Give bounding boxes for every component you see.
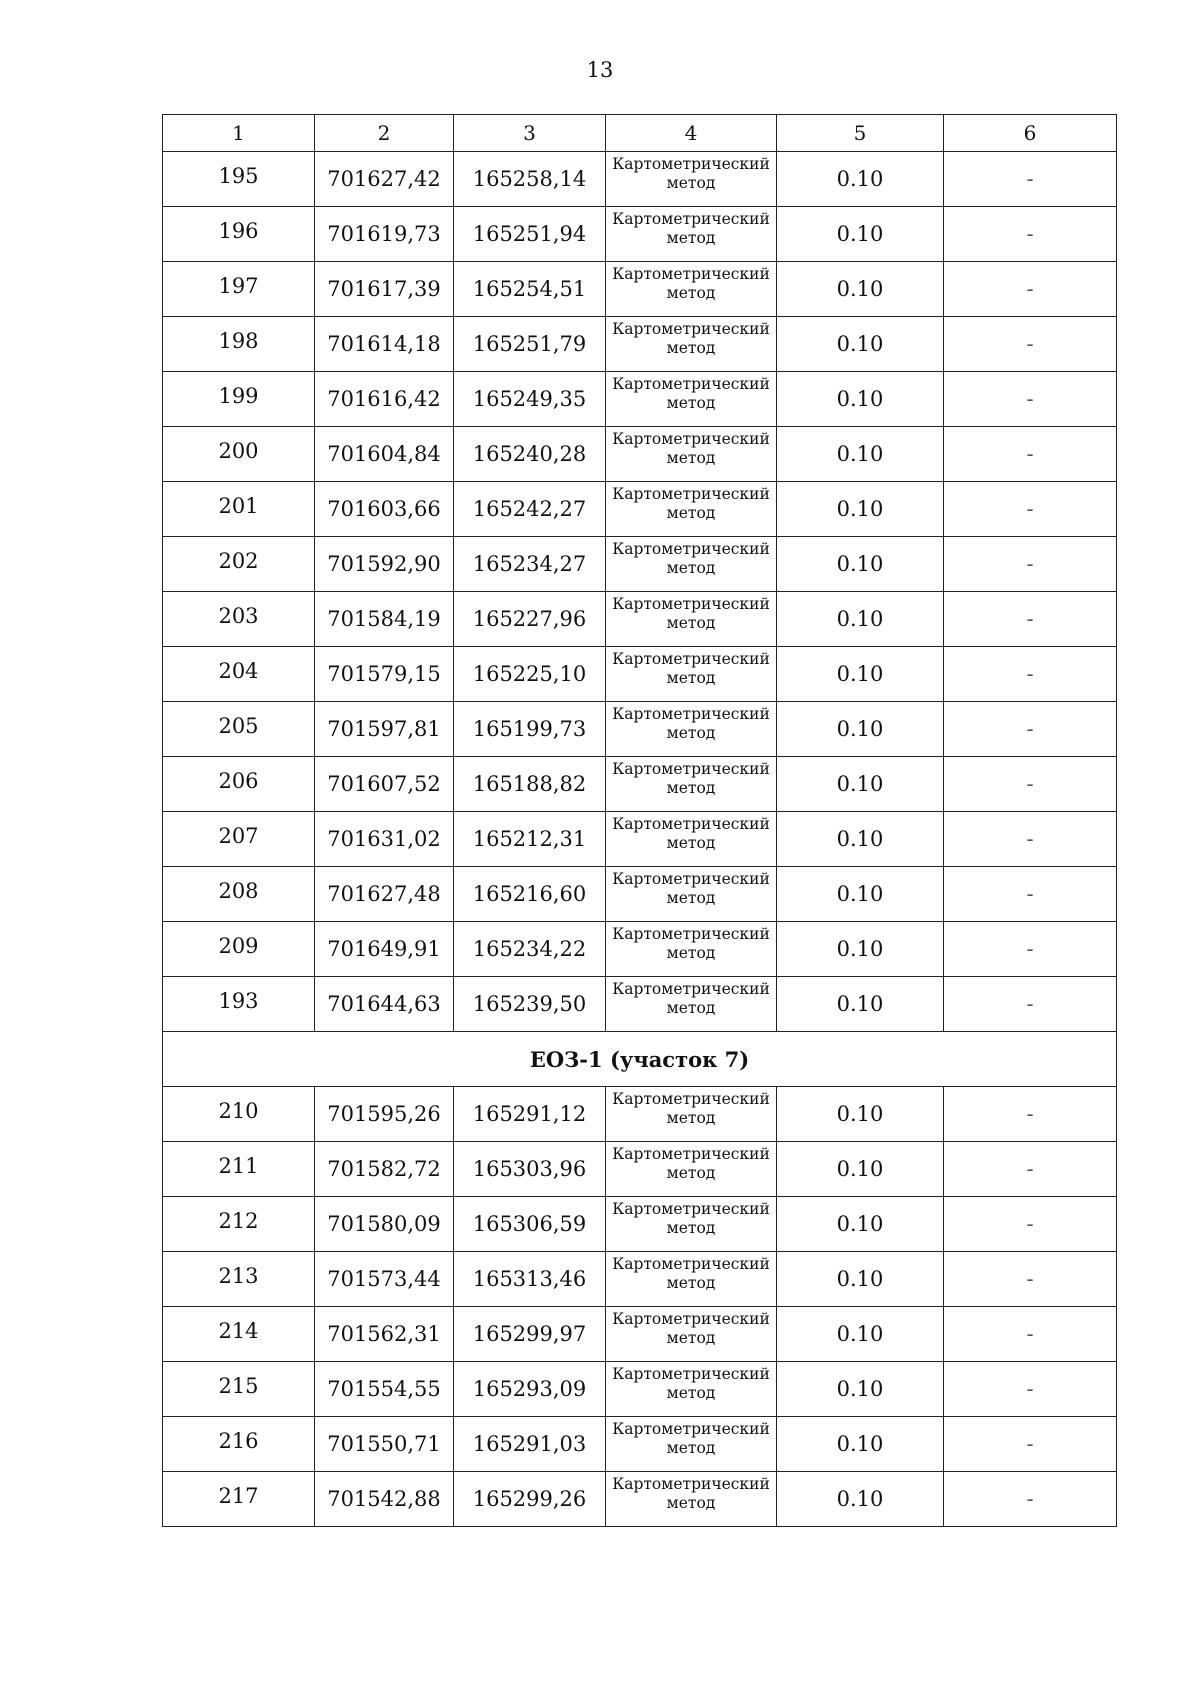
accuracy-cell: 0.10 <box>777 867 944 922</box>
point-number-cell: 199 <box>163 372 315 427</box>
method-line: метод <box>666 559 716 577</box>
method-line: метод <box>666 504 716 522</box>
method-cell <box>606 207 777 262</box>
method-line: Картометрический <box>612 155 770 173</box>
x-coordinate-cell: 701542,88 <box>315 1472 454 1527</box>
note-cell: - <box>944 482 1117 537</box>
table-row <box>163 922 1117 977</box>
accuracy-cell: 0.10 <box>777 1252 944 1307</box>
note-cell: - <box>944 922 1117 977</box>
x-coordinate-cell: 701617,39 <box>315 262 454 317</box>
point-number-cell: 196 <box>163 207 315 262</box>
method-cell <box>606 1417 777 1472</box>
method-line: метод <box>666 1329 716 1347</box>
point-number-cell: 209 <box>163 922 315 977</box>
x-coordinate-cell: 701644,63 <box>315 977 454 1032</box>
point-number-cell: 208 <box>163 867 315 922</box>
method-line: метод <box>666 174 716 192</box>
method-cell <box>606 592 777 647</box>
accuracy-cell: 0.10 <box>777 372 944 427</box>
y-coordinate-cell: 165291,12 <box>454 1087 606 1142</box>
note-cell: - <box>944 1197 1117 1252</box>
note-cell: - <box>944 702 1117 757</box>
x-coordinate-cell: 701614,18 <box>315 317 454 372</box>
method-line: Картометрический <box>612 265 770 283</box>
x-coordinate-cell: 701595,26 <box>315 1087 454 1142</box>
note-cell: - <box>944 757 1117 812</box>
method-line: Картометрический <box>612 540 770 558</box>
accuracy-cell: 0.10 <box>777 152 944 207</box>
table-row <box>163 592 1117 647</box>
note-cell: - <box>944 647 1117 702</box>
x-coordinate-cell: 701649,91 <box>315 922 454 977</box>
method-cell <box>606 647 777 702</box>
x-coordinate-cell: 701584,19 <box>315 592 454 647</box>
method-cell <box>606 262 777 317</box>
table-row <box>163 152 1117 207</box>
method-line: метод <box>666 339 716 357</box>
method-cell <box>606 372 777 427</box>
method-cell <box>606 317 777 372</box>
method-line: Картометрический <box>612 485 770 503</box>
y-coordinate-cell: 165188,82 <box>454 757 606 812</box>
method-cell <box>606 152 777 207</box>
point-number-cell: 203 <box>163 592 315 647</box>
accuracy-cell: 0.10 <box>777 1087 944 1142</box>
header-cell-6: 6 <box>944 115 1117 152</box>
method-line: Картометрический <box>612 980 770 998</box>
accuracy-cell: 0.10 <box>777 1417 944 1472</box>
note-cell: - <box>944 1307 1117 1362</box>
table-body <box>163 115 1117 1527</box>
point-number-cell: 211 <box>163 1142 315 1197</box>
method-cell <box>606 1142 777 1197</box>
table-row <box>163 1417 1117 1472</box>
point-number-cell: 195 <box>163 152 315 207</box>
point-number-cell: 198 <box>163 317 315 372</box>
note-cell: - <box>944 867 1117 922</box>
x-coordinate-cell: 701592,90 <box>315 537 454 592</box>
method-cell <box>606 702 777 757</box>
method-line: Картометрический <box>612 705 770 723</box>
y-coordinate-cell: 165313,46 <box>454 1252 606 1307</box>
method-line: метод <box>666 449 716 467</box>
method-line: Картометрический <box>612 870 770 888</box>
method-line: Картометрический <box>612 1145 770 1163</box>
point-number-cell: 202 <box>163 537 315 592</box>
coordinates-table <box>162 114 1117 1527</box>
method-line: метод <box>666 614 716 632</box>
header-cell-5: 5 <box>777 115 944 152</box>
point-number-cell: 214 <box>163 1307 315 1362</box>
y-coordinate-cell: 165251,94 <box>454 207 606 262</box>
method-line: метод <box>666 834 716 852</box>
y-coordinate-cell: 165239,50 <box>454 977 606 1032</box>
point-number-cell: 215 <box>163 1362 315 1417</box>
y-coordinate-cell: 165249,35 <box>454 372 606 427</box>
table-row <box>163 1472 1117 1527</box>
table-header-row <box>163 115 1117 152</box>
x-coordinate-cell: 701597,81 <box>315 702 454 757</box>
note-cell: - <box>944 977 1117 1032</box>
accuracy-cell: 0.10 <box>777 1307 944 1362</box>
y-coordinate-cell: 165299,26 <box>454 1472 606 1527</box>
x-coordinate-cell: 701631,02 <box>315 812 454 867</box>
note-cell: - <box>944 372 1117 427</box>
point-number-cell: 210 <box>163 1087 315 1142</box>
method-cell <box>606 1307 777 1362</box>
method-line: метод <box>666 724 716 742</box>
table-row <box>163 317 1117 372</box>
method-line: метод <box>666 1494 716 1512</box>
table-row <box>163 537 1117 592</box>
y-coordinate-cell: 165212,31 <box>454 812 606 867</box>
header-cell-1: 1 <box>163 115 315 152</box>
table-row <box>163 977 1117 1032</box>
method-line: Картометрический <box>612 430 770 448</box>
point-number-cell: 212 <box>163 1197 315 1252</box>
table-row <box>163 1362 1117 1417</box>
table-row <box>163 482 1117 537</box>
x-coordinate-cell: 701554,55 <box>315 1362 454 1417</box>
header-cell-3: 3 <box>454 115 606 152</box>
x-coordinate-cell: 701627,48 <box>315 867 454 922</box>
method-line: метод <box>666 394 716 412</box>
y-coordinate-cell: 165306,59 <box>454 1197 606 1252</box>
y-coordinate-cell: 165254,51 <box>454 262 606 317</box>
y-coordinate-cell: 165299,97 <box>454 1307 606 1362</box>
method-cell <box>606 922 777 977</box>
method-cell <box>606 867 777 922</box>
page-number: 13 <box>586 58 614 82</box>
y-coordinate-cell: 165303,96 <box>454 1142 606 1197</box>
x-coordinate-cell: 701582,72 <box>315 1142 454 1197</box>
note-cell: - <box>944 207 1117 262</box>
method-cell <box>606 812 777 867</box>
x-coordinate-cell: 701616,42 <box>315 372 454 427</box>
method-line: метод <box>666 1109 716 1127</box>
note-cell: - <box>944 1252 1117 1307</box>
table-row <box>163 262 1117 317</box>
accuracy-cell: 0.10 <box>777 1362 944 1417</box>
section-header-row <box>163 1032 1117 1087</box>
note-cell: - <box>944 1362 1117 1417</box>
method-line: метод <box>666 889 716 907</box>
header-cell-4: 4 <box>606 115 777 152</box>
point-number-cell: 205 <box>163 702 315 757</box>
method-line: Картометрический <box>612 1420 770 1438</box>
x-coordinate-cell: 701550,71 <box>315 1417 454 1472</box>
point-number-cell: 200 <box>163 427 315 482</box>
accuracy-cell: 0.10 <box>777 1472 944 1527</box>
method-cell <box>606 1252 777 1307</box>
y-coordinate-cell: 165199,73 <box>454 702 606 757</box>
point-number-cell: 204 <box>163 647 315 702</box>
x-coordinate-cell: 701607,52 <box>315 757 454 812</box>
method-line: Картометрический <box>612 210 770 228</box>
point-number-cell: 207 <box>163 812 315 867</box>
table-row <box>163 372 1117 427</box>
point-number-cell: 201 <box>163 482 315 537</box>
method-line: Картометрический <box>612 320 770 338</box>
table-row <box>163 207 1117 262</box>
method-line: метод <box>666 669 716 687</box>
x-coordinate-cell: 701604,84 <box>315 427 454 482</box>
accuracy-cell: 0.10 <box>777 317 944 372</box>
y-coordinate-cell: 165258,14 <box>454 152 606 207</box>
note-cell: - <box>944 537 1117 592</box>
y-coordinate-cell: 165293,09 <box>454 1362 606 1417</box>
table-row <box>163 702 1117 757</box>
accuracy-cell: 0.10 <box>777 977 944 1032</box>
method-cell <box>606 757 777 812</box>
x-coordinate-cell: 701562,31 <box>315 1307 454 1362</box>
y-coordinate-cell: 165216,60 <box>454 867 606 922</box>
accuracy-cell: 0.10 <box>777 647 944 702</box>
accuracy-cell: 0.10 <box>777 262 944 317</box>
method-line: Картометрический <box>612 1255 770 1273</box>
point-number-cell: 206 <box>163 757 315 812</box>
method-line: метод <box>666 284 716 302</box>
table-row <box>163 867 1117 922</box>
method-line: Картометрический <box>612 1310 770 1328</box>
y-coordinate-cell: 165234,22 <box>454 922 606 977</box>
point-number-cell: 216 <box>163 1417 315 1472</box>
accuracy-cell: 0.10 <box>777 537 944 592</box>
method-line: метод <box>666 999 716 1017</box>
x-coordinate-cell: 701580,09 <box>315 1197 454 1252</box>
method-line: метод <box>666 1384 716 1402</box>
x-coordinate-cell: 701603,66 <box>315 482 454 537</box>
method-cell <box>606 1197 777 1252</box>
x-coordinate-cell: 701627,42 <box>315 152 454 207</box>
y-coordinate-cell: 165240,28 <box>454 427 606 482</box>
method-cell <box>606 1087 777 1142</box>
method-line: Картометрический <box>612 375 770 393</box>
table-row <box>163 757 1117 812</box>
table-row <box>163 812 1117 867</box>
point-number-cell: 213 <box>163 1252 315 1307</box>
x-coordinate-cell: 701573,44 <box>315 1252 454 1307</box>
method-line: метод <box>666 1439 716 1457</box>
point-number-cell: 217 <box>163 1472 315 1527</box>
header-cell-2: 2 <box>315 115 454 152</box>
method-cell <box>606 1472 777 1527</box>
note-cell: - <box>944 812 1117 867</box>
accuracy-cell: 0.10 <box>777 922 944 977</box>
method-line: Картометрический <box>612 760 770 778</box>
method-line: метод <box>666 1164 716 1182</box>
method-line: Картометрический <box>612 595 770 613</box>
section-title: ЕОЗ-1 (участок 7) <box>163 1032 1117 1087</box>
method-cell <box>606 1362 777 1417</box>
point-number-cell: 193 <box>163 977 315 1032</box>
y-coordinate-cell: 165225,10 <box>454 647 606 702</box>
table-row <box>163 647 1117 702</box>
accuracy-cell: 0.10 <box>777 592 944 647</box>
accuracy-cell: 0.10 <box>777 812 944 867</box>
x-coordinate-cell: 701579,15 <box>315 647 454 702</box>
accuracy-cell: 0.10 <box>777 1197 944 1252</box>
method-cell <box>606 482 777 537</box>
method-line: метод <box>666 1274 716 1292</box>
accuracy-cell: 0.10 <box>777 482 944 537</box>
method-line: Картометрический <box>612 1365 770 1383</box>
note-cell: - <box>944 427 1117 482</box>
accuracy-cell: 0.10 <box>777 1142 944 1197</box>
table-row <box>163 1087 1117 1142</box>
note-cell: - <box>944 152 1117 207</box>
y-coordinate-cell: 165234,27 <box>454 537 606 592</box>
method-cell <box>606 537 777 592</box>
table-row <box>163 1142 1117 1197</box>
method-cell <box>606 977 777 1032</box>
note-cell: - <box>944 1472 1117 1527</box>
accuracy-cell: 0.10 <box>777 427 944 482</box>
note-cell: - <box>944 1142 1117 1197</box>
y-coordinate-cell: 165251,79 <box>454 317 606 372</box>
accuracy-cell: 0.10 <box>777 757 944 812</box>
note-cell: - <box>944 262 1117 317</box>
accuracy-cell: 0.10 <box>777 207 944 262</box>
method-line: Картометрический <box>612 650 770 668</box>
method-line: метод <box>666 1219 716 1237</box>
method-line: метод <box>666 779 716 797</box>
accuracy-cell: 0.10 <box>777 702 944 757</box>
method-line: метод <box>666 944 716 962</box>
table-row <box>163 1307 1117 1362</box>
note-cell: - <box>944 317 1117 372</box>
method-line: Картометрический <box>612 1090 770 1108</box>
note-cell: - <box>944 1417 1117 1472</box>
point-number-cell: 197 <box>163 262 315 317</box>
y-coordinate-cell: 165227,96 <box>454 592 606 647</box>
table-row <box>163 427 1117 482</box>
table-row <box>163 1252 1117 1307</box>
method-line: Картометрический <box>612 815 770 833</box>
method-line: метод <box>666 229 716 247</box>
note-cell: - <box>944 592 1117 647</box>
method-cell <box>606 427 777 482</box>
y-coordinate-cell: 165291,03 <box>454 1417 606 1472</box>
x-coordinate-cell: 701619,73 <box>315 207 454 262</box>
y-coordinate-cell: 165242,27 <box>454 482 606 537</box>
method-line: Картометрический <box>612 1200 770 1218</box>
method-line: Картометрический <box>612 925 770 943</box>
note-cell: - <box>944 1087 1117 1142</box>
table-row <box>163 1197 1117 1252</box>
method-line: Картометрический <box>612 1475 770 1493</box>
